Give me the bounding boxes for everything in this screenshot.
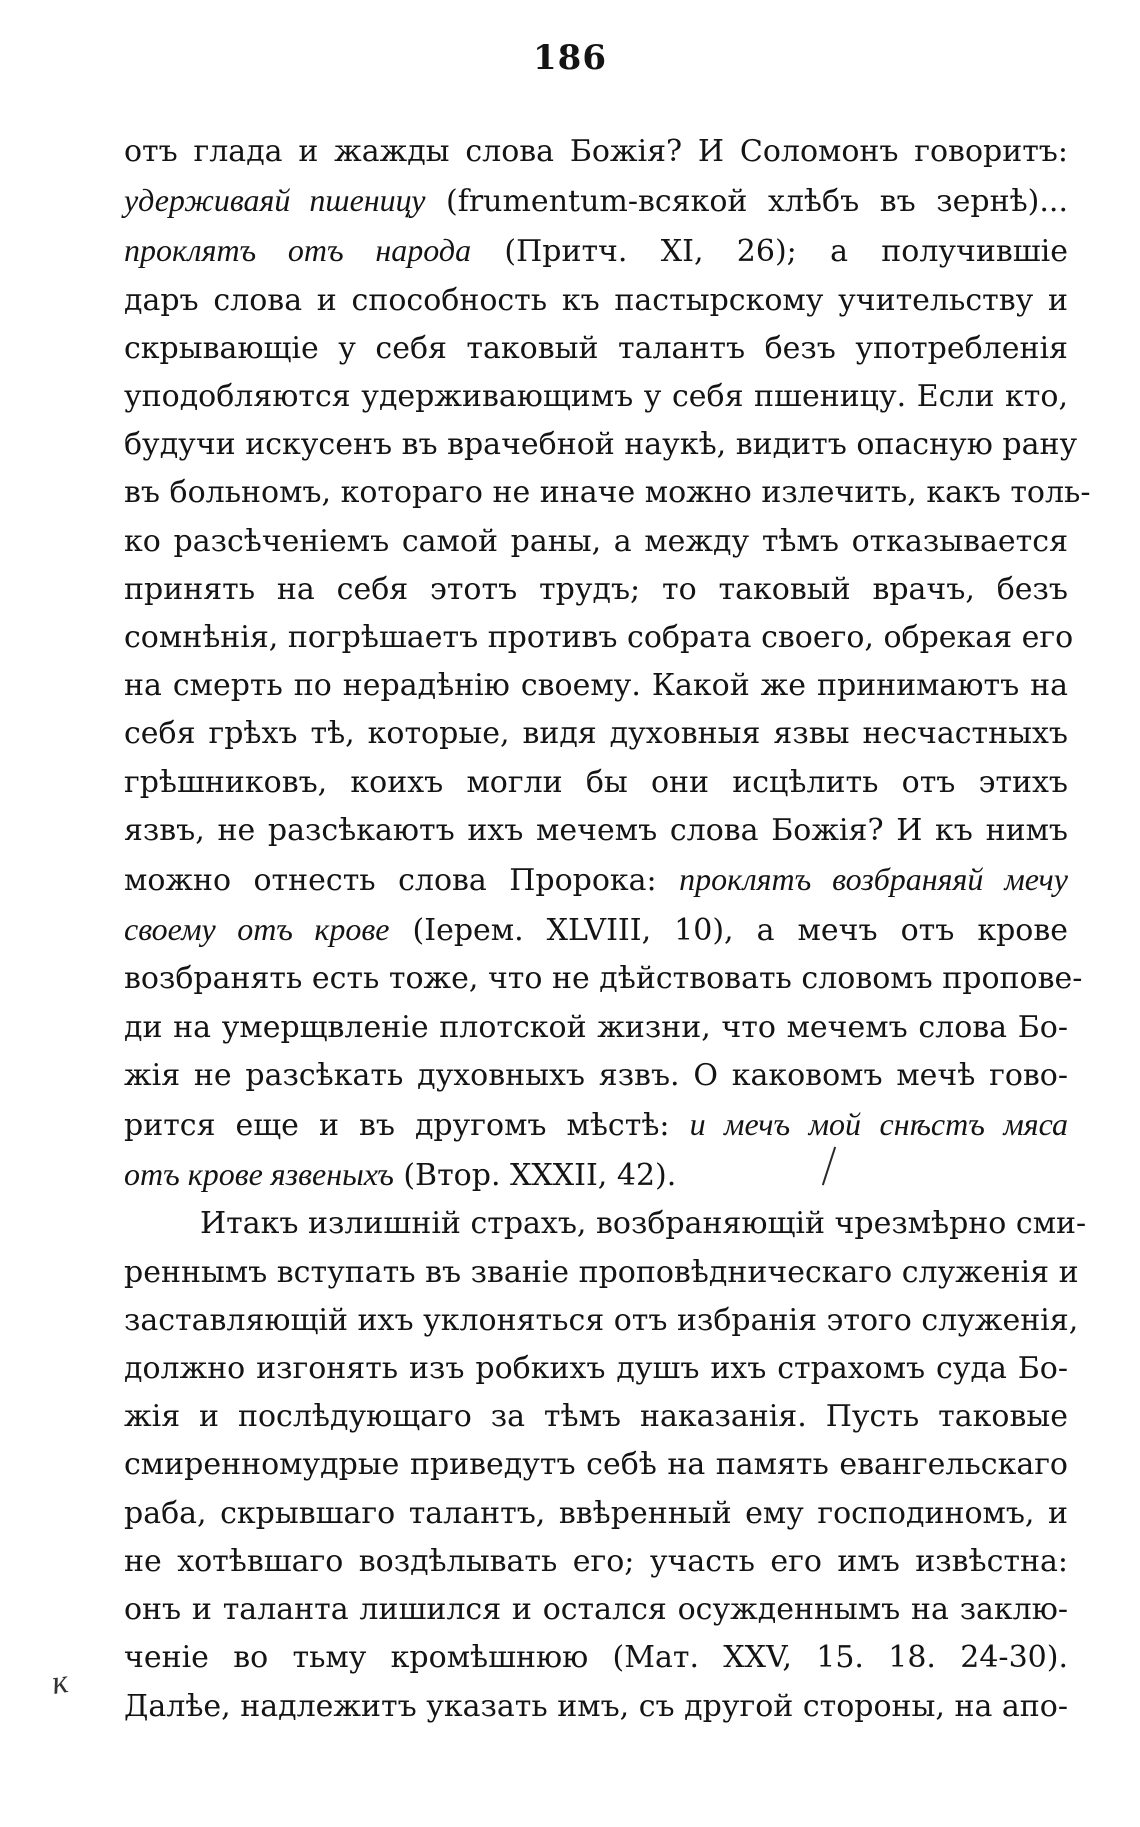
text-line: Итакъ излишній страхъ, возбраняющій чрезмѣрно сми- bbox=[200, 1206, 1087, 1242]
body-text bbox=[124, 128, 1091, 1731]
text-line: уподобляются удерживающимъ у себя пшеницу. Если кто, bbox=[124, 379, 1068, 415]
text-line: ченіе во тьму кромѣшнюю (Мат. XXV, 15. 18. 24-30). bbox=[124, 1640, 1068, 1676]
text-line: ко разсѣченіемъ самой раны, а между тѣмъ отказывается bbox=[124, 523, 1068, 559]
margin-note: к bbox=[49, 1663, 71, 1702]
text-line: жія не разсѣкать духовныхъ язвъ. О каковомъ мечѣ гово- bbox=[124, 1057, 1068, 1093]
quote-italic: проклятъ возбраняяй мечу bbox=[679, 861, 1069, 898]
text-line: грѣшниковъ, коихъ могли бы они исцѣлить отъ этихъ bbox=[124, 764, 1068, 800]
quote-italic: отъ крове язвеныхъ bbox=[124, 1156, 394, 1193]
text-line: удерживаяй пшеницу (frumentum-всякой хлѣбъ въ зернѣ)... bbox=[124, 182, 1068, 220]
text-line: на смерть по нерадѣнію своему. Какой же принимаютъ на bbox=[124, 668, 1068, 704]
text-line: рится еще и въ другомъ мѣстѣ: и мечъ мой снѣстъ мяса bbox=[124, 1106, 1069, 1144]
text-line: должно изгонять изъ робкихъ душъ ихъ страхомъ суда Бо- bbox=[124, 1351, 1068, 1387]
text-line: даръ слова и способность къ пастырскому учительству и bbox=[124, 282, 1068, 318]
text-line: не хотѣвшаго воздѣлывать его; участь его имъ извѣстна: bbox=[124, 1543, 1068, 1579]
text-line: смиренномудрые приведутъ себѣ на память евангельскаго bbox=[124, 1447, 1068, 1483]
text-line: заставляющій ихъ уклоняться отъ избранія этого служенія, bbox=[124, 1302, 1079, 1338]
text-line: себя грѣхъ тѣ, которые, видя духовныя язвы несчастныхъ bbox=[124, 716, 1068, 752]
text-line: онъ и таланта лишился и остался осужденнымъ на заклю- bbox=[124, 1592, 1068, 1628]
quote-italic: удерживаяй пшеницу bbox=[124, 182, 426, 219]
text-line: возбранять есть тоже, что не дѣйствовать словомъ пропове- bbox=[124, 961, 1083, 997]
text-line: будучи искусенъ въ врачебной наукѣ, видитъ опасную рану bbox=[124, 427, 1078, 463]
text-line: реннымъ вступать въ званіе проповѣдническаго служенія и bbox=[124, 1254, 1079, 1290]
text-line: можно отнесть слова Пророка: проклятъ возбраняяй мечу bbox=[124, 861, 1069, 899]
text-line: жія и послѣдующаго за тѣмъ наказанія. Пусть таковые bbox=[124, 1399, 1068, 1435]
text-line: ди на умерщвленіе плотской жизни, что мечемъ слова Бо- bbox=[124, 1009, 1068, 1045]
quote-italic: и мечъ мой снѣстъ мяса bbox=[689, 1106, 1069, 1143]
text-line: проклятъ отъ народа (Притч. XI, 26); а получившіе bbox=[124, 232, 1069, 270]
quote-italic: проклятъ отъ народа bbox=[124, 232, 472, 269]
text-line: Далѣе, надлежитъ указать имъ, съ другой стороны, на апо- bbox=[124, 1688, 1068, 1724]
page-number: 186 bbox=[533, 38, 607, 78]
text-line: скрывающіе у себя таковый талантъ безъ употребленія bbox=[124, 330, 1068, 366]
text-line: сомнѣнія, погрѣшаетъ противъ собрата своего, обрекая его bbox=[124, 620, 1074, 656]
text-line: отъ глада и жажды слова Божія? И Соломонъ говоритъ: bbox=[124, 134, 1068, 169]
text-line: въ больномъ, котораго не иначе можно излечить, какъ толь- bbox=[124, 475, 1091, 511]
text-line: раба, скрывшаго талантъ, ввѣренный ему господиномъ, и bbox=[124, 1495, 1068, 1531]
text-line: отъ крове язвеныхъ (Втор. XXXII, 42). bbox=[124, 1156, 677, 1194]
quote-italic: своему отъ крове bbox=[124, 911, 390, 948]
text-line: своему отъ крове (Iерем. XLVIII, 10), а мечъ отъ крове bbox=[124, 911, 1069, 949]
text-line: принять на себя этотъ трудъ; то таковый врачъ, безъ bbox=[124, 571, 1068, 607]
text-line: язвъ, не разсѣкаютъ ихъ мечемъ слова Божія? И къ нимъ bbox=[124, 812, 1068, 848]
